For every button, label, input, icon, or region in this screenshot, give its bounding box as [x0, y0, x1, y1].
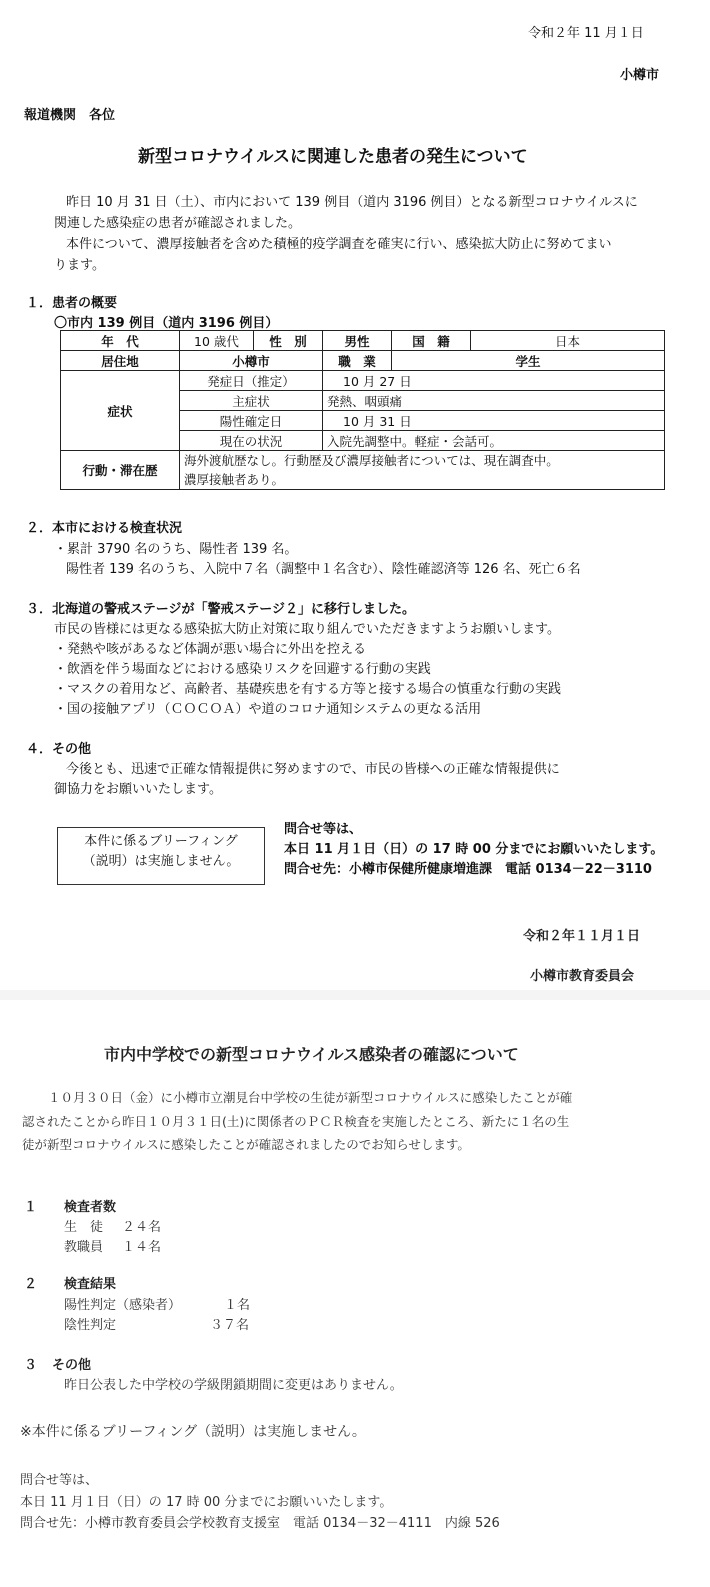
students-label: 生 徒: [64, 1220, 104, 1235]
page-separator: [0, 990, 710, 1000]
section2-heading: ２．本市における検査状況: [26, 521, 183, 536]
negative-result-value: ３７名: [210, 1318, 250, 1333]
notice1-intro-line: 昨日 10 月 31 日（土）、市内において 139 例目（道内 3196 例目）となる新型コロナウイルスに: [66, 195, 638, 210]
notice1-intro-line: ります。: [54, 258, 105, 273]
residence-value: 小樽市: [180, 351, 323, 371]
briefing-box: [57, 827, 265, 885]
residence-label: 居住地: [61, 351, 180, 371]
section3-line: ・国の接触アプリ（ＣＯＣＯＡ）や道のコロナ通知システムの更なる活用: [54, 702, 482, 717]
section3-line: ・飲酒を伴う場面などにおける感染リスクを回避する行動の実践: [54, 662, 431, 677]
job-value: 学生: [392, 351, 665, 371]
positive-date-label: 陽性確定日: [180, 411, 323, 431]
age-value: 10 歳代: [180, 331, 254, 351]
section4-line: 今後とも、迅速で正確な情報提供に努めますので、市民の皆様への正確な情報提供に: [66, 762, 560, 777]
symptom-label: 症状: [61, 371, 180, 451]
notice1-title: 新型コロナウイルスに関連した患者の発生について: [138, 147, 528, 167]
staff-label: 教職員: [64, 1240, 104, 1255]
notice2-s1-heading: 検査者数: [64, 1200, 117, 1215]
activity-line: 海外渡航歴なし。行動歴及び濃厚接触者については、現在調査中。: [184, 453, 559, 468]
notice2-s2-number: ２: [24, 1277, 38, 1292]
positive-result-value: １名: [224, 1298, 251, 1313]
section4-line: 御協力をお願いいたします。: [54, 782, 222, 797]
notice2-s3-number: ３: [24, 1358, 38, 1373]
section4-heading: ４．その他: [26, 742, 92, 757]
section2-line: 陽性者 139 名のうち、入院中７名（調整中１名含む）、陰性確認済等 126 名、死亡６名: [66, 562, 581, 577]
main-symptom-label: 主症状: [180, 391, 323, 411]
onset-value: 10 月 27 日: [323, 371, 665, 391]
notice2-date: 令和２年１１月１日: [523, 929, 641, 944]
patient-table: [60, 330, 665, 490]
notice2-title: 市内中学校での新型コロナウイルス感染者の確認について: [104, 1045, 519, 1064]
sex-label: 性 別: [254, 331, 323, 351]
notice2-s3-text: 昨日公表した中学校の学級閉鎖期間に変更はありません。: [64, 1378, 403, 1393]
notice2-intro-line: 認されたことから昨日１０月３１日(土)に関係者のＰＣＲ検査を実施したところ、新たに１名の生: [22, 1114, 570, 1129]
activity-line: 濃厚接触者あり。: [184, 472, 285, 487]
notice1-intro-line: 関連した感染症の患者が確認されました。: [54, 216, 302, 231]
positive-result-label: 陽性判定（感染者）: [64, 1298, 182, 1313]
contact-deadline: 本日 11 月１日（日）の 17 時 00 分までにお願いいたします。: [284, 842, 664, 857]
section3-line: ・マスクの着用など、高齢者、基礎疾患を有する方等と接する場合の慎重な行動の実践: [54, 682, 562, 697]
students-value: ２４名: [122, 1220, 162, 1235]
notice2-contact-deadline: 本日 11 月１日（日）の 17 時 00 分までにお願いいたします。: [20, 1495, 393, 1510]
section1-heading: １．患者の概要: [26, 296, 118, 311]
positive-date-value: 10 月 31 日: [323, 411, 665, 431]
section3-heading: ３．北海道の警戒ステージが「警戒ステージ２」に移行しました。: [26, 602, 415, 617]
sex-value: 男性: [323, 331, 392, 351]
section2-line: ・累計 3790 名のうち、陽性者 139 名。: [54, 542, 298, 557]
notice2-contact-intro: 問合せ等は、: [20, 1473, 99, 1488]
staff-value: １４名: [122, 1240, 162, 1255]
onset-label: 発症日（推定）: [180, 371, 323, 391]
notice2-intro-line: １０月３０日（金）に小樽市立潮見台中学校の生徒が新型コロナウイルスに感染したことが確: [48, 1090, 573, 1105]
case-number: 〇市内 139 例目（道内 3196 例目）: [54, 316, 279, 331]
briefing-line: 本件に係るブリーフィング: [84, 834, 238, 849]
notice1-date: 令和２年 11 月１日: [528, 26, 644, 41]
briefing-line: （説明）は実施しません。: [82, 854, 240, 869]
nationality-value: 日本: [471, 331, 665, 351]
negative-result-label: 陰性判定: [64, 1318, 117, 1333]
notice1-issuer: 小樽市: [620, 68, 660, 83]
notice2-briefing: ※本件に係るブリーフィング（説明）は実施しません。: [20, 1424, 366, 1440]
section3-line: 市民の皆様には更なる感染拡大防止対策に取り組んでいただきますようお願いします。: [54, 622, 560, 637]
section3-line: ・発熱や咳があるなど体調が悪い場合に外出を控える: [54, 642, 367, 657]
notice2-s1-number: １: [24, 1200, 38, 1215]
notice2-s2-heading: 検査結果: [64, 1277, 117, 1292]
notice2-contact-info: 問合せ先：小樽市教育委員会学校教育支援室 電話 0134－32－4111 内線 526: [20, 1516, 500, 1531]
notice1-intro-line: 本件について、濃厚接触者を含めた積極的疫学調査を確実に行い、感染拡大防止に努めてまい: [66, 237, 612, 252]
status-value: 入院先調整中。軽症・会話可。: [323, 431, 665, 451]
notice2-intro-line: 徒が新型コロナウイルスに感染したことが確認されましたのでお知らせします。: [22, 1137, 470, 1152]
age-label: 年 代: [61, 331, 180, 351]
notice2-s3-heading: その他: [52, 1358, 92, 1373]
main-symptom-value: 発熱、咽頭痛: [323, 391, 665, 411]
nationality-label: 国 籍: [392, 331, 471, 351]
contact-intro: 問合せ等は、: [284, 822, 363, 837]
activity-label: 行動・滞在歴: [61, 451, 180, 490]
notice1-addressee: 報道機関 各位: [24, 108, 116, 123]
contact-info: 問合せ先：小樽市保健所健康増進課 電話 0134－22－3110: [284, 862, 652, 877]
notice2-issuer: 小樽市教育委員会: [530, 969, 635, 984]
status-label: 現在の状況: [180, 431, 323, 451]
job-label: 職 業: [323, 351, 392, 371]
activity-value: [180, 451, 665, 490]
